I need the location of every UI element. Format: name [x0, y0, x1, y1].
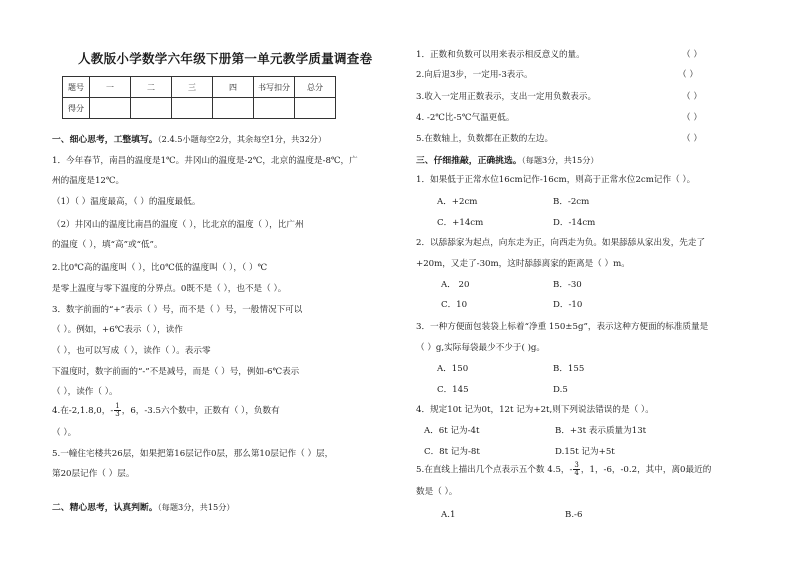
score-table-header: 四 [213, 77, 254, 98]
answer-bracket[interactable]: （ ） [682, 113, 702, 123]
s3-q2-option-c[interactable]: C．10 [441, 300, 468, 310]
s1-q2-line2: 是零上温度与零下温度的分界点。0既不是（ ），也不是（ ）。 [52, 284, 287, 294]
s3-q5-pre: 5.在直线上描出几个点表示五个数 4.5，- [416, 465, 573, 475]
s3-q4-option-b[interactable]: B．+3t 表示质量为13t [555, 426, 647, 436]
s1-q3-line3: （ ），也可以写成（ ），读作（ ）。表示零 [52, 346, 211, 356]
score-table-header-row [63, 77, 336, 98]
s3-q5-line1 [416, 462, 711, 477]
score-table-header: 书写扣分 [254, 77, 295, 98]
section-3-note: （每题3分，共15分） [521, 155, 599, 165]
s1-q3-line4: 下温度时，数字前面的“-”不是减号，而是（ ）号，例如-6℃表示 [52, 367, 300, 377]
s1-q1-part2: （2）井冈山的温度比南昌的温度（ ），比北京的温度（ ），比广州 [52, 220, 304, 230]
s3-q2-option-d[interactable]: D．-10 [553, 300, 583, 310]
s1-q1-line2: 州的温度是12℃。 [52, 176, 125, 186]
s1-q2-line1: 2.比0℃高的温度叫（ ），比0℃低的温度叫（ ），（ ）℃ [52, 263, 268, 273]
s3-q3-line1: 3．一种方便面包装袋上标着“净重 150±5g”，表示这种方便面的标准质量是 [416, 322, 709, 332]
score-table-header: 总分 [295, 77, 336, 98]
s1-q3-line2: （ ）。例如，+6℃表示（ ），读作 [52, 325, 183, 335]
score-cell[interactable] [172, 98, 213, 119]
fraction [573, 462, 579, 477]
s1-q4-pre: 4.在-2,1.8,0，- [52, 406, 114, 416]
fraction-denominator: 3 [115, 410, 120, 418]
s3-q3-option-a[interactable]: A．150 [437, 364, 469, 374]
s1-q4-post: ，6，-3.5六个数中，正数有（ ），负数有 [121, 406, 280, 416]
score-cell[interactable] [254, 98, 295, 119]
s1-q1-part1: （1）（ ）温度最高，（ ）的温度最低。 [52, 197, 201, 207]
s1-q3-line1: 3．数字前面的“+”表示（ ）号，而不是（ ）号，一般情况下可以 [52, 305, 303, 315]
score-cell[interactable] [213, 98, 254, 119]
section-2-title: 二、精心思考，认真判断。 [52, 503, 158, 513]
s3-q4-option-c[interactable]: C．8t 记为-8t [424, 447, 480, 457]
score-table-header: 二 [131, 77, 172, 98]
s3-q1-option-d[interactable]: D．-14cm [553, 218, 596, 228]
answer-bracket[interactable]: （ ） [682, 50, 702, 60]
answer-bracket[interactable]: （ ） [682, 134, 702, 144]
s1-q1-line1: 1．今年春节，南昌的温度是1℃。井冈山的温度是-2℃，北京的温度是-8℃，广 [52, 156, 358, 166]
s1-q3-line5: （ ），读作（ ）。 [52, 387, 118, 397]
s3-q5-post: ，1，-6，-0.2，其中，离0最近的 [580, 465, 712, 475]
section-2-heading [52, 500, 235, 513]
s3-q2-option-b[interactable]: B．-30 [553, 280, 582, 290]
s3-q3-line2: （ ）g,实际每袋最少不少于( )g。 [416, 343, 546, 353]
s3-q2-line2: +20m，又走了-30m，这时舔舔离家的距离是（ ）m。 [416, 259, 630, 269]
score-table [62, 76, 336, 119]
s3-q2-line1: 2．以舔舔家为起点，向东走为正，向西走为负。如果舔舔从家出发，先走了 [416, 238, 706, 248]
section-3-title: 三、仔细推敲，正确挑选。 [416, 156, 522, 166]
fraction-numerator: 1 [115, 402, 120, 410]
s2-item-1: 1．正数和负数可以用来表示相反意义的量。 [416, 50, 585, 60]
s3-q4-option-a[interactable]: A．6t 记为-4t [424, 426, 480, 436]
s3-q3-option-d[interactable]: D.5 [553, 385, 568, 395]
score-cell[interactable] [90, 98, 131, 119]
s3-q5-line2: 数是（ ）。 [416, 487, 458, 497]
score-cell[interactable] [131, 98, 172, 119]
score-row-label: 得分 [63, 98, 90, 119]
s3-q1-option-c[interactable]: C．+14cm [437, 218, 484, 228]
section-1-title: 一、细心思考，工整填写。 [52, 135, 158, 145]
s3-q3-option-b[interactable]: B．155 [553, 364, 585, 374]
score-table-row [63, 98, 336, 119]
section-2-note: （每题3分，共15分） [157, 502, 235, 512]
score-table-header: 题号 [63, 77, 90, 98]
answer-bracket[interactable]: （ ） [682, 92, 702, 102]
section-3-heading [416, 153, 599, 166]
score-table-header: 三 [172, 77, 213, 98]
s2-item-4: 4. -2℃比-5℃气温更低。 [416, 113, 515, 123]
answer-bracket[interactable]: （ ） [678, 70, 698, 80]
section-1-note: （2.4.5小题每空2分，其余每空1分，共32分） [157, 134, 327, 144]
s2-item-5: 5.在数轴上，负数都在正数的左边。 [416, 134, 554, 144]
s1-q4-line1 [52, 403, 280, 418]
score-table-header: 一 [90, 77, 131, 98]
s3-q1-option-b[interactable]: B．-2cm [553, 197, 590, 207]
score-cell[interactable] [295, 98, 336, 119]
section-1-heading [52, 132, 326, 145]
s1-q5-line2: 第20层记作（ ）层。 [52, 469, 135, 479]
s2-item-3: 3.收入一定用正数表示，支出一定用负数表示。 [416, 92, 597, 102]
s3-q1-option-a[interactable]: A．+2cm [437, 197, 478, 207]
s2-item-2: 2.向后退3步，一定用-3表示。 [416, 70, 533, 80]
page-title: 人教版小学数学六年级下册第一单元教学质量调查卷 [78, 51, 373, 66]
s1-q4-line2: （ ）。 [52, 428, 77, 438]
s3-q4-option-d[interactable]: D.15t 记为+5t [555, 447, 615, 457]
fraction-numerator: 3 [574, 461, 579, 469]
s3-q3-option-c[interactable]: C．145 [437, 385, 469, 395]
fraction [114, 403, 120, 418]
s3-q2-option-a[interactable]: A． 20 [441, 280, 470, 290]
s3-q5-option-a[interactable]: A.1 [441, 510, 456, 520]
s3-q4-stem: 4．规定10t 记为0t，12t 记为+2t,则下列说法错误的是（ ）。 [416, 405, 654, 415]
s1-q1-part2-cont: 的温度（ ），填“高”或“低”。 [52, 240, 163, 250]
fraction-denominator: 4 [574, 469, 579, 477]
s3-q1-stem: 1．如果低于正常水位16cm记作-16cm，则高于正常水位2cm记作（ ）。 [416, 175, 696, 185]
s3-q5-option-b[interactable]: B.-6 [565, 510, 583, 520]
s1-q5-line1: 5.一幢住宅楼共26层，如果把第16层记作0层，那么第10层记作（ ）层， [52, 449, 334, 459]
